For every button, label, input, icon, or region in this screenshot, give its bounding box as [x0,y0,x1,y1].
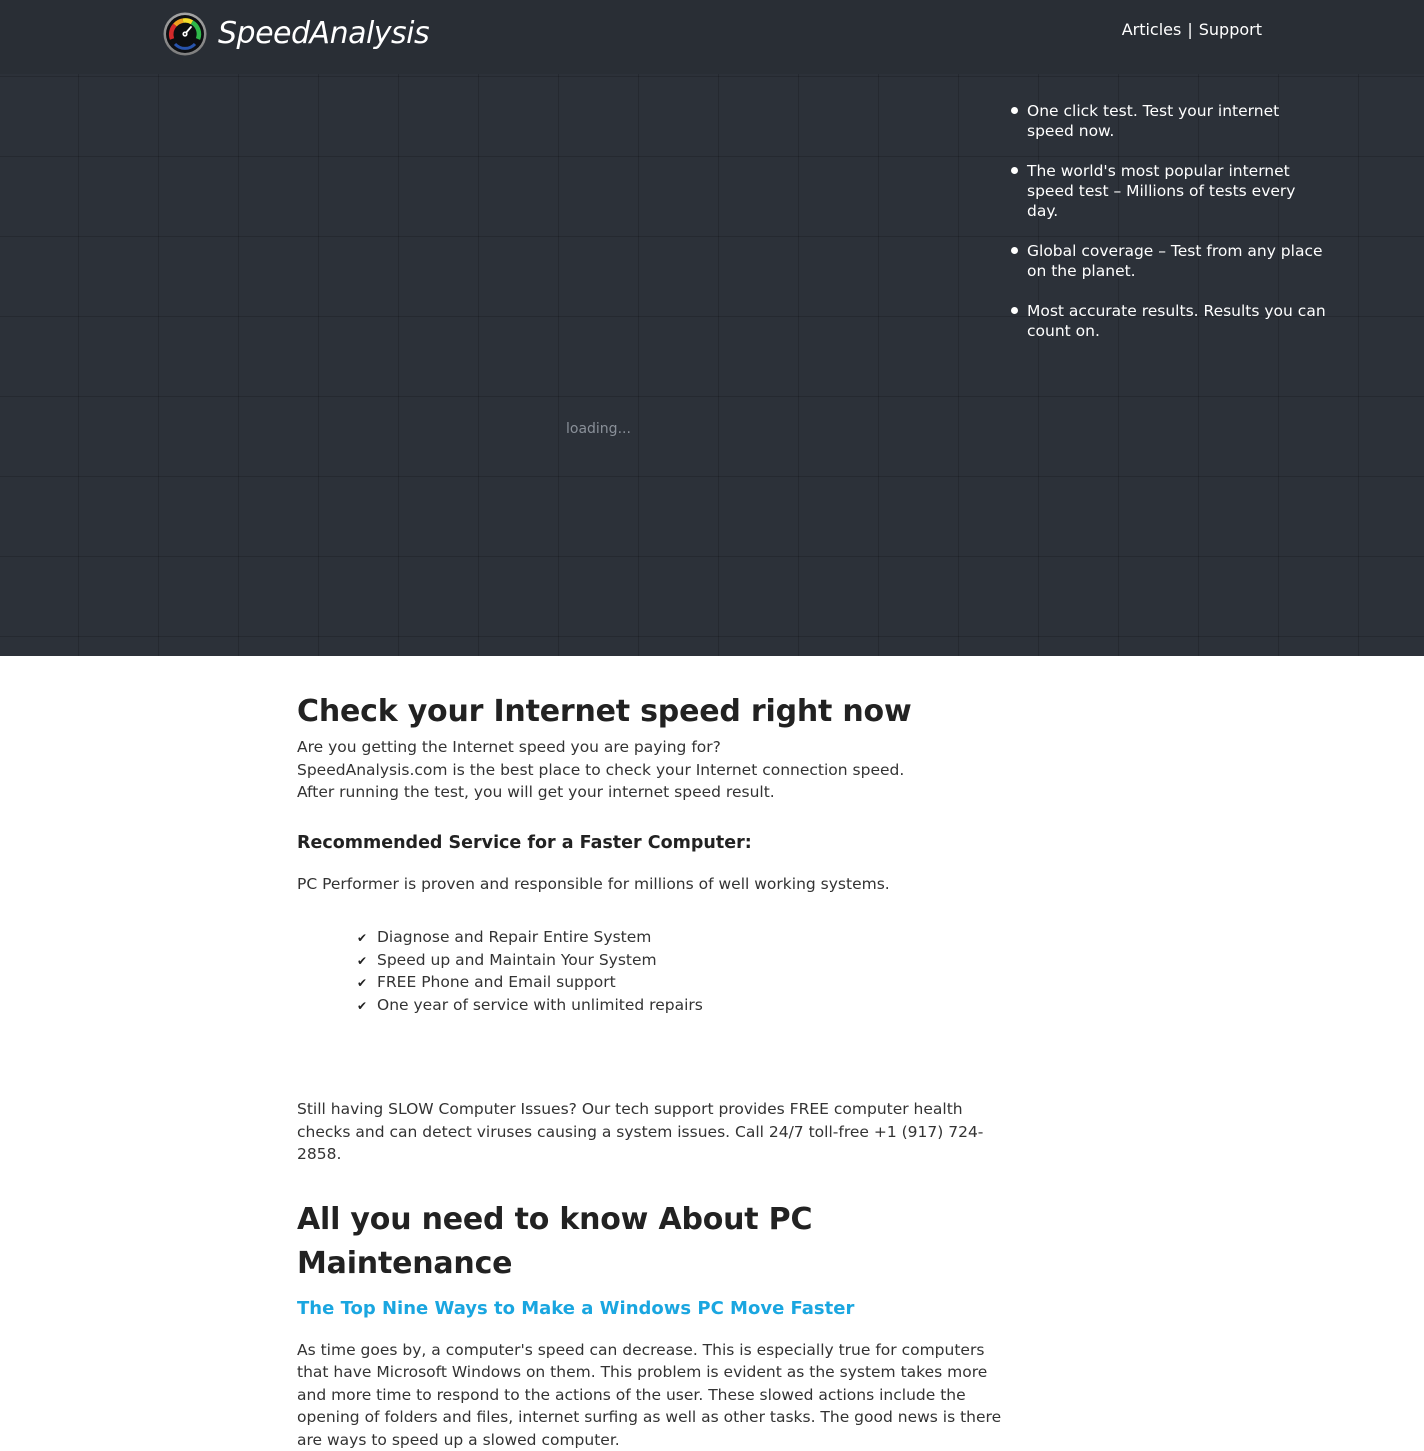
main-content [297,690,1002,1451]
recommended-description: PC Performer is proven and responsible for millions of well working systems. [297,873,1002,896]
nav-support-link[interactable]: Support [1199,19,1262,41]
feature-item: One click test. Test your internet speed now. [1010,101,1330,141]
intro-line: After running the test, you will get your internet speed result. [297,781,1002,804]
benefit-item [357,971,1002,994]
article-title-link[interactable]: The Top Nine Ways to Make a Windows PC Move Faster [297,1297,854,1321]
benefit-label: FREE Phone and Email support [377,973,616,991]
section-title: All you need to know About PC Maintenance [297,1198,1002,1286]
recommended-heading: Recommended Service for a Faster Computer: [297,831,1002,855]
benefit-item [357,994,1002,1017]
intro-line: Are you getting the Internet speed you are paying for? [297,736,1002,759]
checkmark-icon: ✔ [357,950,367,973]
checkmark-icon: ✔ [357,927,367,950]
feature-item: Most accurate results. Results you can count on. [1010,301,1330,341]
benefit-label: One year of service with unlimited repairs [377,996,703,1014]
benefit-list [357,926,1002,1016]
nav-separator: | [1187,19,1192,41]
speedometer-logo-icon [163,12,207,56]
slow-issues-text: Still having SLOW Computer Issues? Our tech support provides FREE computer health checks and can detect viruses causing a system issues. Call 24/7 toll-free +1 (917) 724-2858. [297,1098,1002,1166]
intro-text [297,736,1002,804]
top-bar [0,0,1424,74]
feature-list [1010,101,1330,361]
checkmark-icon: ✔ [357,972,367,995]
top-nav [1122,19,1262,41]
speed-test-loading: loading... [566,419,631,439]
brand-name[interactable]: SpeedAnalysis [218,12,429,56]
benefit-item [357,926,1002,949]
site-logo[interactable] [163,12,429,56]
checkmark-icon: ✔ [357,995,367,1018]
benefit-label: Diagnose and Repair Entire System [377,928,651,946]
article-body: As time goes by, a computer's speed can decrease. This is especially true for computers that have Microsoft Windows on them. This problem is evident as the system takes more and more time to respond to the actions of the user. These slowed actions include the opening of folders and files, internet surfing as well as other tasks. The good news is there are ways to speed up a slowed computer. [297,1339,1002,1451]
benefit-label: Speed up and Maintain Your System [377,951,657,969]
intro-line: SpeedAnalysis.com is the best place to check your Internet connection speed. [297,759,1002,782]
nav-articles-link[interactable]: Articles [1122,19,1182,41]
benefit-item [357,949,1002,972]
page-title: Check your Internet speed right now [297,690,1002,734]
feature-item: Global coverage – Test from any place on the planet. [1010,241,1330,281]
feature-item: The world's most popular internet speed test – Millions of tests every day. [1010,161,1330,221]
